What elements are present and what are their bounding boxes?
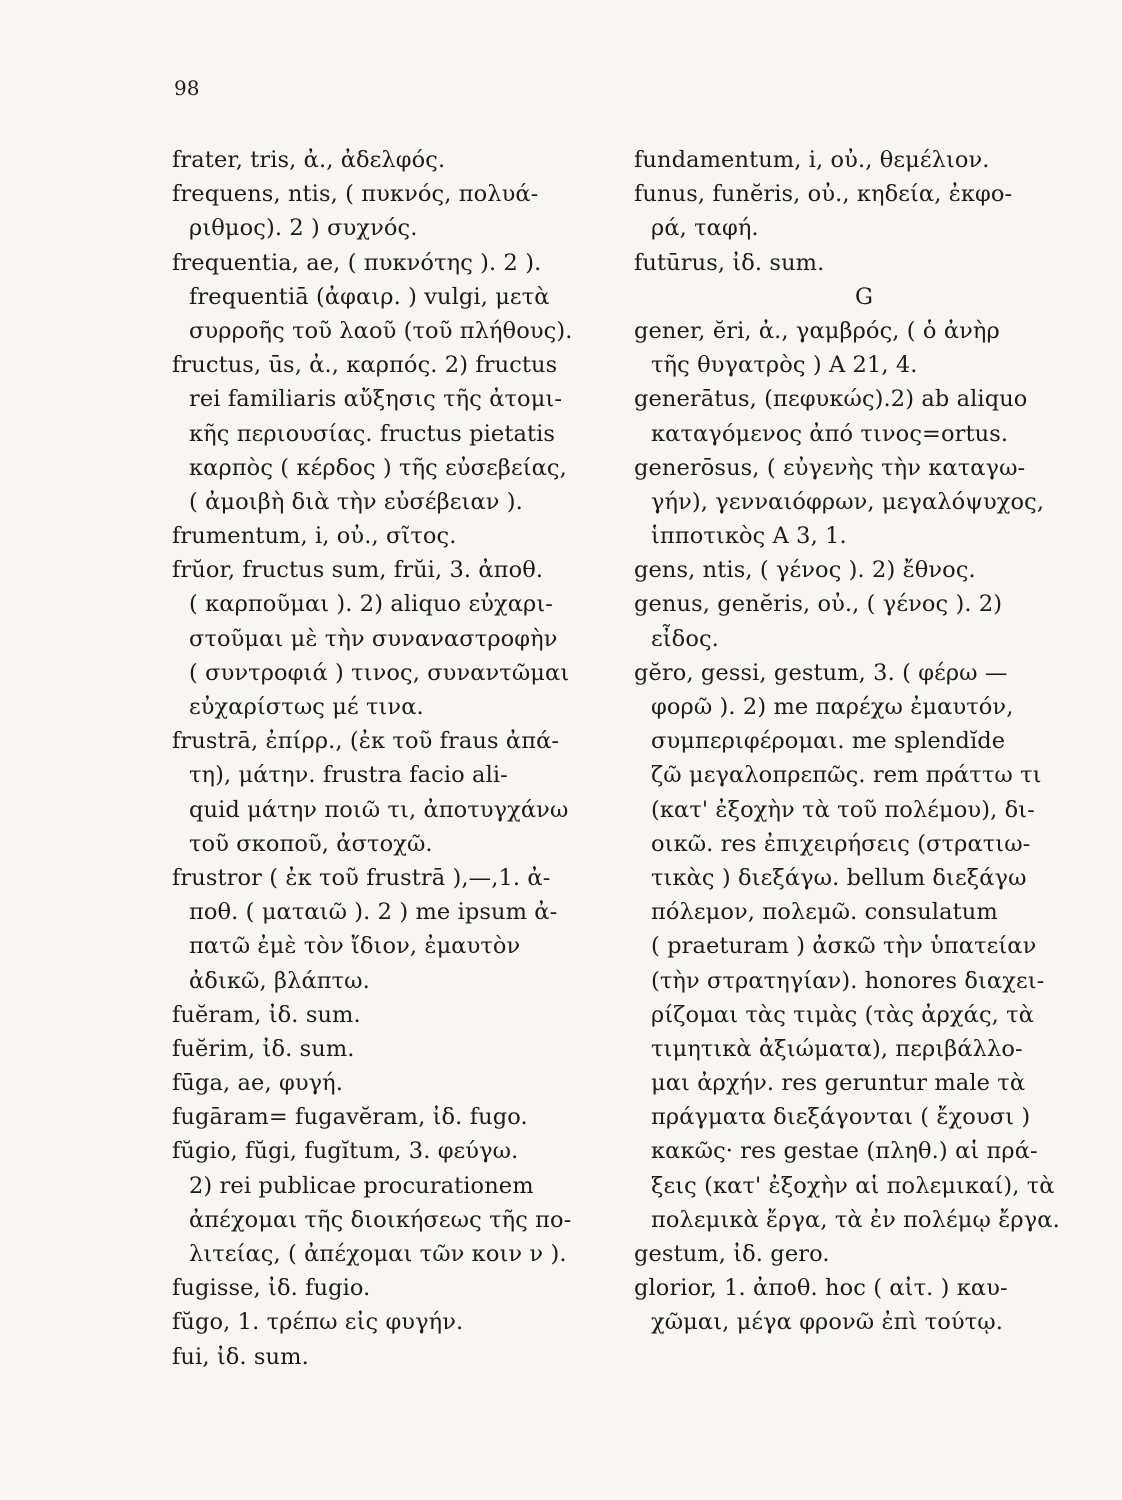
dictionary-line: funus, funĕris, οὐ., κηδεία, ἐκφο- — [634, 181, 1013, 208]
dictionary-line: χῶμαι, μέγα φρονῶ ἐπὶ τούτῳ. — [651, 1309, 1003, 1336]
dictionary-line: κακῶς· res gestae (πληθ.) αἱ πρά- — [651, 1138, 1038, 1165]
dictionary-line: τη), μάτην. frustra facio ali- — [189, 762, 508, 789]
dictionary-line: ( praeturam ) ἀσκῶ τὴν ὑπατείαν — [651, 933, 1037, 960]
dictionary-line: fŭgio, fŭgi, fugĭtum, 3. φεύγω. — [172, 1138, 519, 1165]
dictionary-line: frequens, ntis, ( πυκνός, πολυά- — [172, 181, 539, 208]
dictionary-line: fui, ἰδ. sum. — [172, 1343, 309, 1370]
dictionary-line: συρροῆς τοῦ λαοῦ (τοῦ πλήθους). — [189, 317, 573, 344]
dictionary-line: fuĕram, ἰδ. sum. — [172, 1001, 361, 1028]
dictionary-line: εἶδος. — [651, 625, 719, 652]
dictionary-line: generātus, (πεφυκώς).2) ab aliquo — [634, 386, 1028, 413]
dictionary-line: genus, genĕris, οὐ., ( γένος ). 2) — [634, 591, 1003, 618]
right-column — [634, 143, 1074, 1340]
dictionary-line: frŭor, fructus sum, frŭi, 3. ἀποθ. — [172, 557, 544, 584]
dictionary-line: πολεμικὰ ἔργα, τὰ ἐν πολέμῳ ἔργα. — [651, 1206, 1060, 1233]
dictionary-line: φορῶ ). 2) me παρέχω ἐμαυτόν, — [651, 694, 1014, 720]
dictionary-line: ποθ. ( ματαιῶ ). 2 ) me ipsum ἀ- — [189, 899, 558, 926]
dictionary-line: frumentum, i, οὐ., σῖτος. — [172, 523, 457, 550]
dictionary-line: futūrus, ἰδ. sum. — [634, 249, 825, 276]
dictionary-line: συμπεριφέρομαι. me splendĭde — [651, 728, 1006, 755]
dictionary-line: γήν), γενναιόφρων, μεγαλόψυχος, — [651, 488, 1045, 515]
dictionary-line: (κατ' ἐξοχὴν τὰ τοῦ πολέμου), δι- — [651, 796, 1035, 823]
dictionary-line: rei familiaris αὔξησις τῆς ἀτομι- — [189, 386, 563, 413]
dictionary-line: τοῦ σκοποῦ, ἀστοχῶ. — [189, 830, 433, 857]
dictionary-line: ( καρποῦμαι ). 2) aliquo εὐχαρι- — [189, 591, 553, 618]
dictionary-line: quid μάτην ποιῶ τι, ἀποτυγχάνω — [189, 796, 569, 823]
dictionary-line: (τὴν στρατηγίαν). honores διαχει- — [651, 967, 1045, 994]
dictionary-line: glorior, 1. ἀποθ. hoc ( αἰτ. ) καυ- — [634, 1275, 1008, 1302]
dictionary-line: λιτείας, ( ἀπέχομαι τῶν κοιν ν ). — [189, 1241, 567, 1267]
dictionary-line: gener, ĕri, ἀ., γαμβρός, ( ὁ ἀνὴρ — [634, 317, 1000, 344]
dictionary-line: ρά, ταφή. — [651, 215, 759, 242]
dictionary-line: frustrā, ἐπίρρ., (ἐκ τοῦ fraus ἀπά- — [172, 728, 560, 755]
dictionary-line: πόλεμον, πολεμῶ. consulatum — [651, 899, 998, 926]
dictionary-line: ἀδικῶ, βλάπτω. — [189, 967, 370, 994]
dictionary-line: generōsus, ( εὐγενὴς τὴν καταγω- — [634, 454, 1026, 481]
dictionary-line: ζῶ μεγαλοπρεπῶς. rem πράττω τι — [651, 762, 1042, 789]
dictionary-line: frustror ( ἐκ τοῦ frustrā ),—,1. ἀ- — [172, 864, 551, 891]
dictionary-line: frater, tris, ἀ., ἀδελφός. — [172, 147, 446, 173]
left-column — [172, 143, 612, 1374]
page-number: 98 — [174, 76, 200, 100]
dictionary-line: ξεις (κατ' ἐξοχὴν αἱ πολεμικαί), τὰ — [651, 1172, 1055, 1199]
dictionary-line: gens, ntis, ( γένος ). 2) ἔθνος. — [634, 557, 976, 584]
dictionary-line: πράγματα διεξάγονται ( ἔχουσι ) — [651, 1104, 1031, 1131]
dictionary-line: frequentia, ae, ( πυκνότης ). 2 ). — [172, 249, 542, 276]
dictionary-line: ἱπποτικὸς A 3, 1. — [651, 523, 847, 550]
dictionary-line: fructus, ūs, ἀ., καρπός. 2) fructus — [172, 352, 558, 379]
dictionary-line: fuĕrim, ἰδ. sum. — [172, 1035, 355, 1062]
dictionary-line: πατῶ ἐμὲ τὸν ἴδιον, ἐμαυτὸν — [189, 933, 521, 960]
dictionary-line: ἀπέχομαι τῆς διοικήσεως τῆς πο- — [189, 1206, 572, 1233]
dictionary-line: fugisse, ἰδ. fugio. — [172, 1275, 371, 1302]
dictionary-line: τῆς θυγατρὸς ) A 21, 4. — [651, 352, 918, 379]
dictionary-line: καταγόμενος ἀπό τινος=ortus. — [651, 420, 1009, 447]
dictionary-line: ( συντροφιά ) τινος, συναντῶμαι — [189, 659, 570, 686]
dictionary-line: ρίζομαι τὰς τιμὰς (τὰς ἀρχάς, τὰ — [651, 1001, 1034, 1028]
dictionary-line: fundamentum, i, οὐ., θεμέλιον. — [634, 147, 990, 173]
dictionary-line: τιμητικὰ ἀξιώματα), περιβάλλο- — [651, 1035, 1023, 1062]
dictionary-line: στοῦμαι μὲ τὴν συναναστροφὴν — [189, 625, 558, 652]
dictionary-line: fŭgo, 1. τρέπω εἰς φυγήν. — [172, 1309, 464, 1336]
dictionary-line: τικὰς ) διεξάγω. bellum διεξάγω — [651, 864, 1027, 891]
dictionary-line: frequentiā (ἀφαιρ. ) vulgi, μετὰ — [189, 283, 550, 310]
dictionary-line: ριθμος). 2 ) συχνός. — [189, 215, 418, 242]
dictionary-line: gestum, ἰδ. gero. — [634, 1241, 830, 1267]
dictionary-line: μαι ἀρχήν. res geruntur male τὰ — [651, 1070, 1026, 1097]
dictionary-line: οικῶ. res ἐπιχειρήσεις (στρατιω- — [651, 830, 1031, 857]
dictionary-line: ( ἀμοιβὴ διὰ τὴν εὐσέβειαν ). — [189, 488, 523, 515]
section-letter-heading: G — [854, 283, 874, 310]
dictionary-line: fūga, ae, φυγή. — [172, 1070, 343, 1097]
dictionary-line: εὐχαρίστως μέ τινα. — [189, 694, 424, 720]
dictionary-line: gĕro, gessi, gestum, 3. ( φέρω — — [634, 659, 1008, 686]
dictionary-line: καρπὸς ( κέρδος ) τῆς εὐσεβείας, — [189, 454, 567, 481]
dictionary-line: κῆς περιουσίας. fructus pietatis — [189, 420, 556, 447]
dictionary-line: fugāram= fugavĕram, ἰδ. fugo. — [172, 1104, 528, 1131]
dictionary-line: 2) rei publicae procurationem — [189, 1172, 534, 1199]
